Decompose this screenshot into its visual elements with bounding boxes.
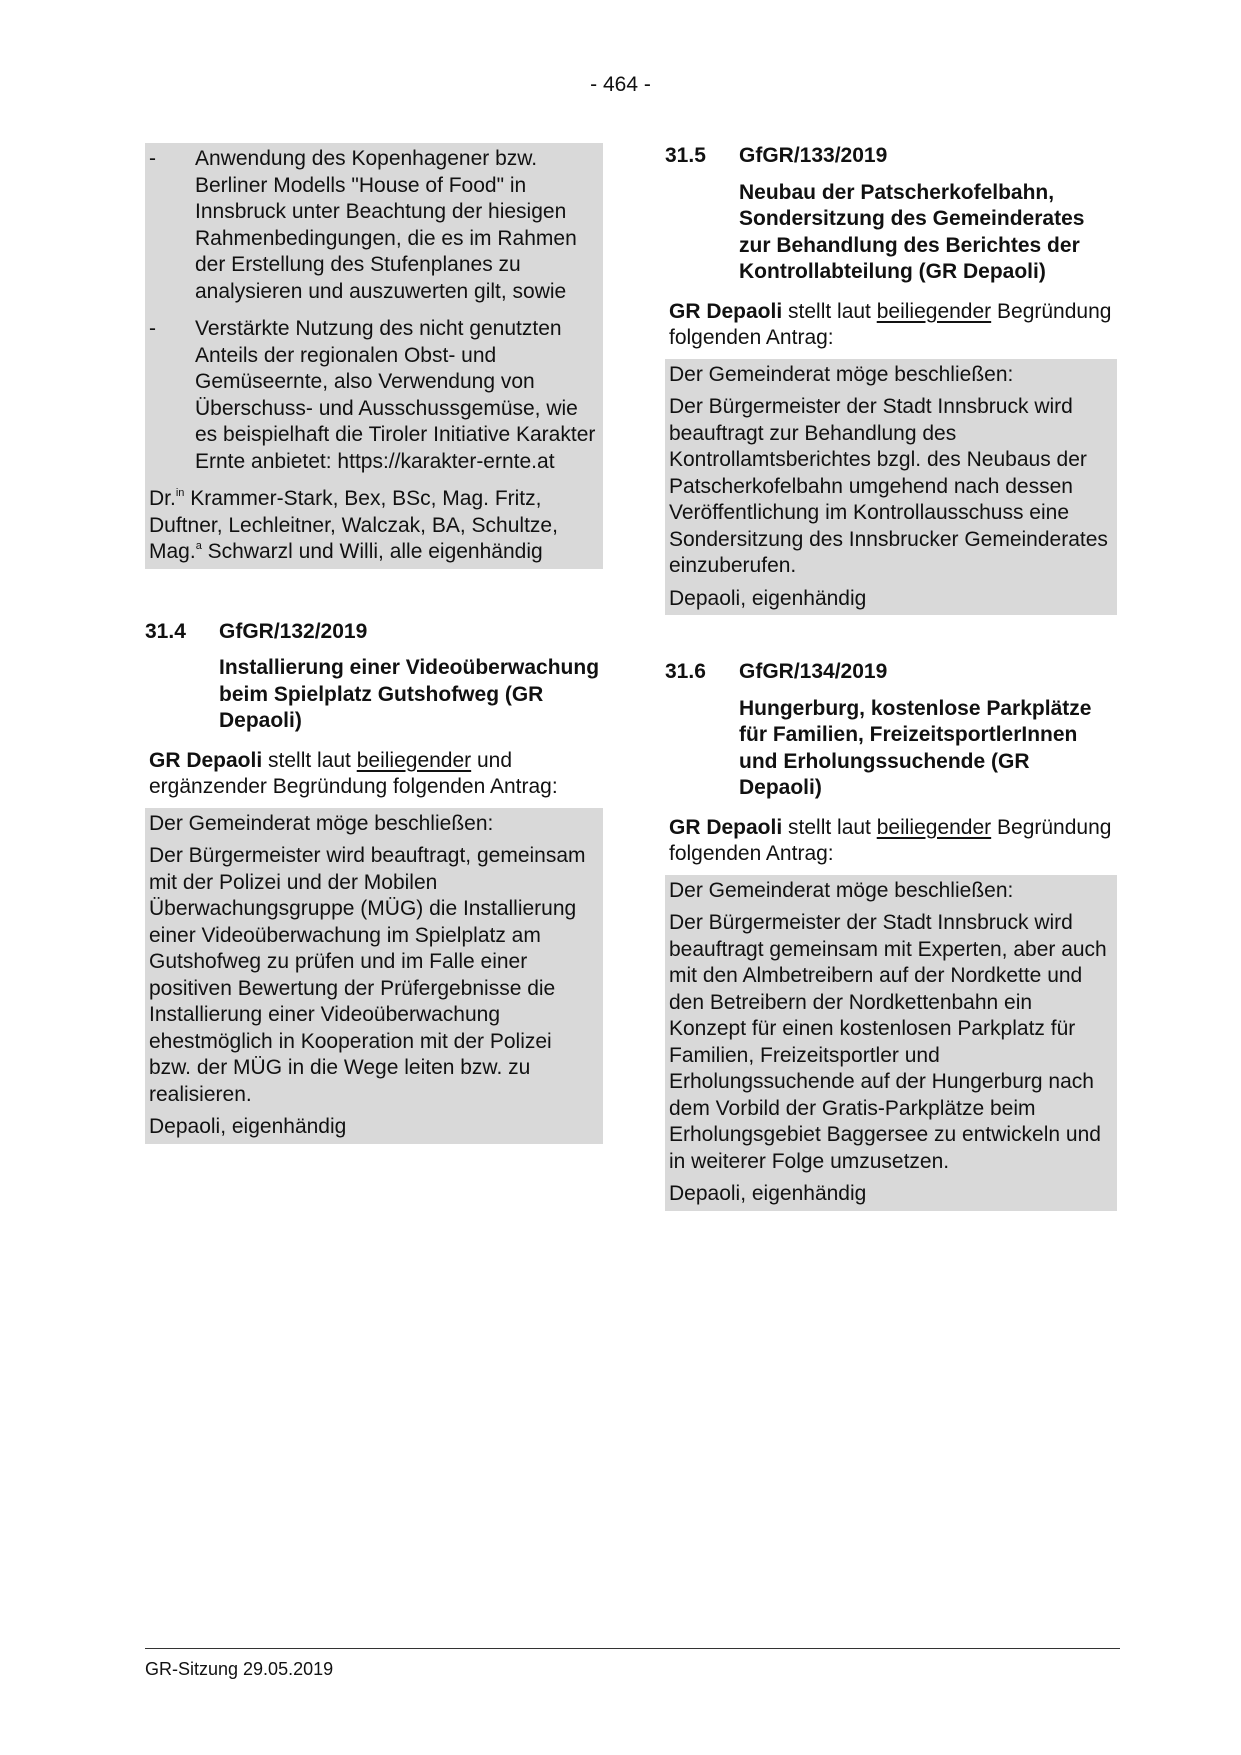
signature: Depaoli, eigenhändig xyxy=(149,1115,347,1138)
motion-continuation-box xyxy=(145,143,603,569)
item-subject: Neubau der Patscherkofelbahn, Sondersitzung des Gemeinderates zur Behandlung des Berichtes der Kontrollabteilung (GR Depaoli) xyxy=(739,180,1085,283)
item-number: 31.5 xyxy=(665,144,706,167)
motion-body: Der Bürgermeister wird beauftragt, gemeinsam mit der Polizei und der Mobilen Überwachungsgruppe (MÜG) die Installierung einer Videoüberwachung im Spielplatz am Gutshofweg zu prüfen und im Falle einer positiven Bewertung der Prüfergebnisse die Installierung einer Videoüberwachung ehestmöglich in Kooperation mit der Polizei bzw. der MÜG in die Wege leiten bzw. zu realisieren. xyxy=(149,844,586,1106)
attachment-link[interactable]: beiliegender xyxy=(876,815,992,839)
agenda-item-31-6 xyxy=(665,659,1117,1211)
bullet-dash: - xyxy=(149,147,156,170)
motion-box xyxy=(145,808,603,1144)
motion-label: Der Gemeinderat möge beschließen: xyxy=(669,362,1014,386)
signatures: Dr.$^{in}$ Krammer-Stark, Bex, BSc, Mag. Fritz, Duftner, Lechleitner, Walczak, BA, Schultze, Mag.$^a$ Schwarzl und Willi, alle eigenhändig xyxy=(149,487,558,563)
bullet-item xyxy=(149,146,599,305)
item-intro: GR Depaoli stellt laut beiliegender und ergänzender Begründung folgenden Antrag: xyxy=(149,748,558,798)
motion-label: Der Gemeinderat möge beschließen: xyxy=(149,811,494,835)
bullet-text: Anwendung des Kopenhagener bzw. Berliner Modells "House of Food" in Innsbruck unter Beachtung der hiesigen Rahmenbedingungen, die es im Rahmen der Erstellung des Stufenplanes zu analysieren und auszuwerten gilt, sowie xyxy=(195,147,577,303)
signature: Depaoli, eigenhändig xyxy=(669,1182,867,1205)
motion-body: Der Bürgermeister der Stadt Innsbruck wird beauftragt zur Behandlung des Kontrollamtsberichtes bzgl. des Neubaus der Patscherkofelbahn umgehend nach dessen Veröffentlichung im Kontrollausschuss eine Sondersitzung des Innsbrucker Gemeinderates einzuberufen. xyxy=(669,395,1108,577)
attachment-link[interactable]: beiliegender xyxy=(876,299,992,323)
motion-body: Der Bürgermeister der Stadt Innsbruck wird beauftragt gemeinsam mit Experten, aber auch mit den Almbetreibern auf der Nordkette und den Betreibern der Nordkettenbahn ein Konzept für einen kostenlosen Parkplatz für Familien, Freizeitsportler und Erholungssuchende auf der Hungerburg nach dem Vorbild der Gratis-Parkplätze beim Erholungsgebiet Baggersee zu entwickeln und in weiterer Folge umzusetzen. xyxy=(669,911,1107,1173)
item-subject: Hungerburg, kostenlose Parkplätze für Familien, FreizeitsportlerInnen und Erholungssuchende (GR Depaoli) xyxy=(739,696,1092,799)
item-code: GfGR/134/2019 xyxy=(739,660,888,683)
item-code: GfGR/133/2019 xyxy=(739,144,888,167)
item-subject: Installierung einer Videoüberwachung beim Spielplatz Gutshofweg (GR Depaoli) xyxy=(219,656,600,732)
bullet-item xyxy=(149,316,599,475)
left-column xyxy=(145,143,603,1144)
motion-label: Der Gemeinderat möge beschließen: xyxy=(669,878,1014,902)
signature: Depaoli, eigenhändig xyxy=(669,586,867,610)
item-heading xyxy=(145,619,603,646)
motion-box xyxy=(665,359,1117,616)
footer-divider xyxy=(145,1648,1120,1649)
motion-box xyxy=(665,875,1117,1211)
agenda-item-31-5 xyxy=(665,143,1117,615)
bullet-text: Verstärkte Nutzung des nicht genutzten Anteils der regionalen Obst- und Gemüseernte, also Verwendung von Überschuss- und Ausschussgemüse, wie es beispielhaft die Tiroler Initiative Karakter Ernte anbietet: https://karakter-ernte.at xyxy=(195,317,596,473)
footer-session-date: GR-Sitzung 29.05.2019 xyxy=(145,1659,334,1679)
item-code: GfGR/132/2019 xyxy=(219,619,368,643)
bullet-dash: - xyxy=(149,317,156,340)
right-column xyxy=(665,143,1117,1211)
item-number: 31.6 xyxy=(665,660,706,683)
page-number: - 464 - xyxy=(590,73,651,96)
item-intro: GR Depaoli stellt laut beiliegender Begründung folgenden Antrag: xyxy=(669,815,1112,865)
item-intro: GR Depaoli stellt laut beiliegender Begründung folgenden Antrag: xyxy=(669,299,1112,349)
item-heading xyxy=(665,659,1117,686)
attachment-link[interactable]: beiliegender xyxy=(356,748,472,772)
item-heading xyxy=(665,143,1117,170)
agenda-item-31-4 xyxy=(145,619,603,1144)
item-number: 31.4 xyxy=(145,619,186,643)
